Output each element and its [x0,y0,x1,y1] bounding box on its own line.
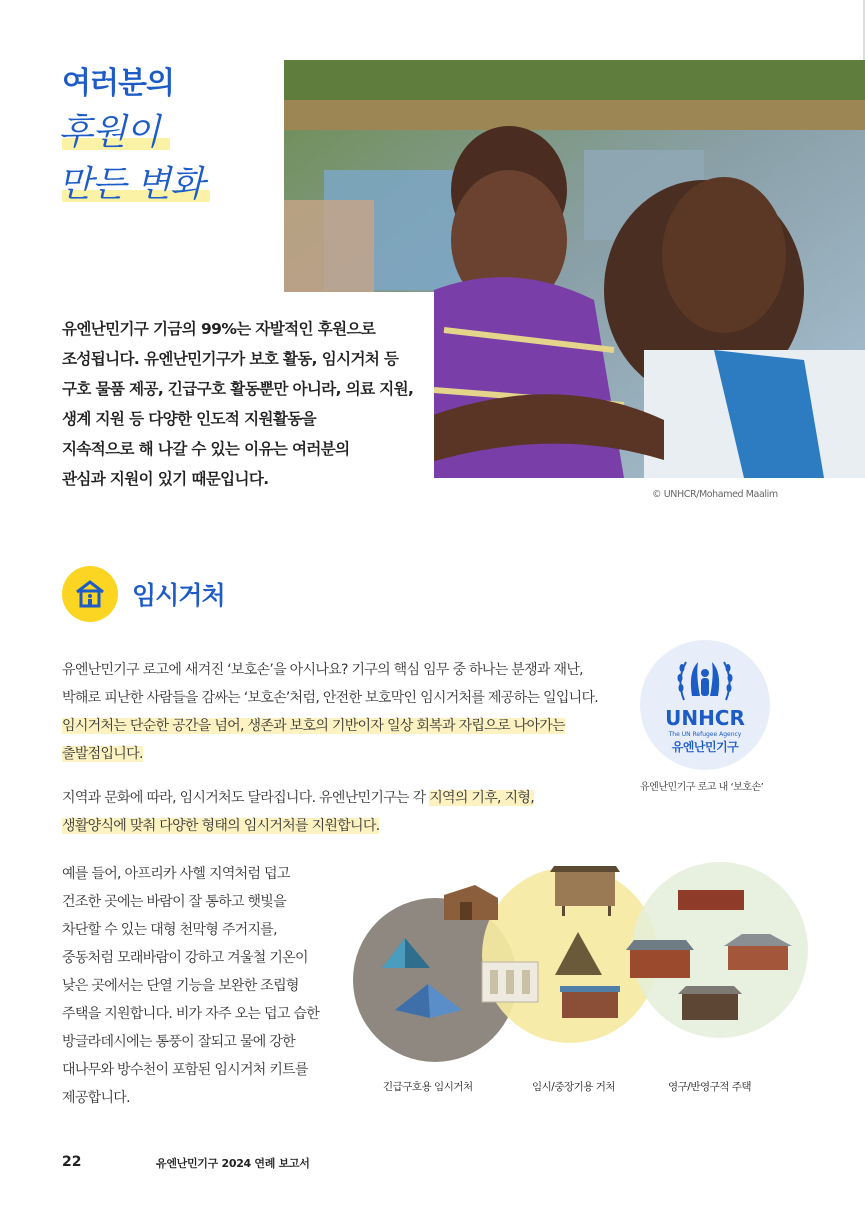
venn-label-emergency: 긴급구호용 임시거처 [383,1081,473,1093]
shelter-paragraph-2 [62,784,534,840]
report-title: 유엔난민기구 2024 연례 보고서 [156,1157,310,1170]
paragraph-line: 예를 들어, 아프리카 사헬 지역처럼 덥고 [62,866,290,882]
brick-house-icon [626,940,694,978]
shelter-paragraph-3 [62,860,319,1112]
paragraph-line: 낮은 곳에서는 단열 기능을 보완한 조립형 [62,978,299,994]
mud-house-icon [678,986,742,1020]
logo-name: UNHCR [665,705,745,730]
highlighted-text: 출발점입니다. [62,746,143,762]
intro-line: 조성됩니다. 유엔난민기구가 보호 활동, 임시거처 등 [62,350,399,368]
logo-subtitle: The UN Refugee Agency [668,730,742,738]
intro-paragraph [62,314,422,494]
shelter-icon [62,566,118,622]
intro-line: 지속적으로 해 나갈 수 있는 이유는 여러분의 [62,440,350,458]
prefab-unit-icon [482,962,538,1002]
paragraph-text: 지역과 문화에 따라, 임시거처도 달라집니다. 유엔난민기구는 각 [62,790,430,806]
paragraph-line: 건조한 곳에는 바람이 잘 통하고 햇빛을 [62,894,286,910]
paragraph-line: 방글라데시에는 통풍이 잘되고 물에 강한 [62,1034,296,1050]
venn-label-temporary: 임시/중장기용 거처 [532,1081,616,1093]
paragraph-line: 유엔난민기구 로고에 새겨진 ‘보호손’을 아시나요? 기구의 핵심 임무 중 하나는 분쟁과 재난, [62,662,583,678]
venn-label-permanent: 영구/반영구적 주택 [668,1081,752,1093]
page-title-line3: 만든 변화 [58,164,204,205]
highlighted-text: 임시거처는 단순한 공간을 넘어, 생존과 보호의 기반이자 일상 회복과 자립으로 나아가는 [62,718,565,734]
paragraph-line: 대나무와 방수천이 포함된 임시거처 키트를 [62,1062,308,1078]
logo-caption: 유엔난민기구 로고 내 ‘보호손’ [640,782,764,793]
page-title-line1: 여러분의 [62,66,174,101]
paragraph-line: 중동처럼 모래바람이 강하고 겨울철 기온이 [62,950,308,966]
photo-credit: © UNHCR/Mohamed Maalim [652,489,778,500]
intro-line: 관심과 지원이 있기 때문입니다. [62,470,269,488]
unhcr-logo [640,640,770,770]
logo-korean-name: 유엔난민기구 [671,739,739,754]
shelter-venn-diagram [350,840,810,1080]
paragraph-line: 박해로 피난한 사람들을 감싸는 ‘보호손’처럼, 안전한 보호막인 임시거처를 제공하는 일입니다. [62,690,599,706]
protecting-hands-icon [674,656,736,702]
highlighted-text: 지역의 기후, 지형, [429,790,534,806]
intro-line: 생계 지원 등 다양한 인도적 지원활동을 [62,410,316,428]
paragraph-line: 차단할 수 있는 대형 천막형 주거지를, [62,922,277,938]
wooden-hut-icon [444,885,498,920]
shelter-paragraph-1 [62,656,598,768]
brick-house-icon [678,890,744,910]
page-title-line2: 후원이 [58,112,160,153]
tarp-shelter-icon [560,986,620,1018]
highlighted-text: 생활양식에 맞춰 다양한 형태의 임시거처를 지원합니다. [62,818,380,834]
paragraph-line: 주택을 지원합니다. 비가 자주 오는 덥고 습한 [62,1006,320,1022]
page-number: 22 [62,1154,82,1170]
section-title: 임시거처 [132,581,225,610]
intro-line: 구호 물품 제공, 긴급구호 활동뿐만 아니라, 의료 지원, [62,380,414,398]
paragraph-line: 제공합니다. [62,1090,130,1106]
intro-line: 유엔난민기구 기금의 99%는 자발적인 후원으로 [62,320,376,338]
